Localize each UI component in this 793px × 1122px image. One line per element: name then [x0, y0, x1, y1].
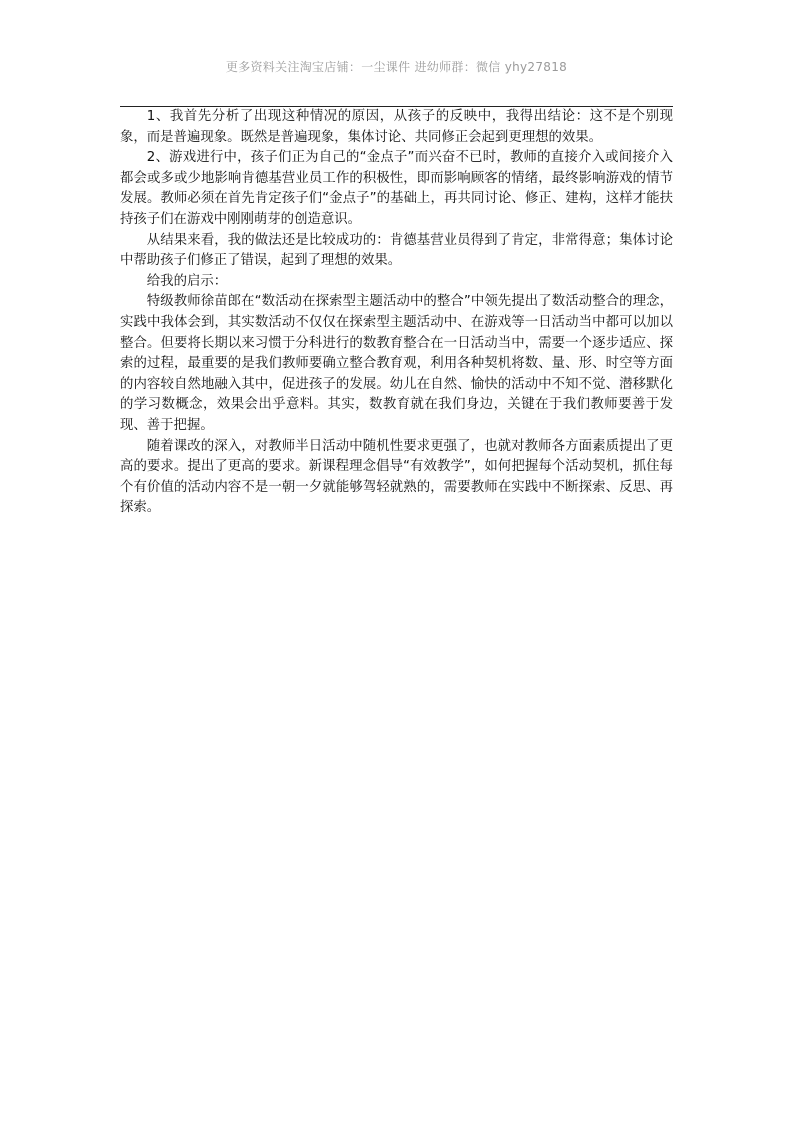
paragraph-3: 从结果来看，我的做法还是比较成功的：肯德基营业员得到了肯定，非常得意；集体讨论中帮助孩子们修正了错误，起到了理想的效果。	[120, 232, 673, 269]
paragraph-5: 特级教师徐苗郎在“数活动在探索型主题活动中的整合”中领先提出了数活动整合的理念，实践中我体会到，其实数活动不仅仅在探索型主题活动中、在游戏等一日活动当中都可以加以整合。但要将长期以来习惯于分科进行的数教育整合在一日活动当中，需要一个逐步适应、探索的过程，最重要的是我们教师要确立整合教育观，利用各种契机将数、量、形、时空等方面的内容较自然地融入其中，促进孩子的发展。幼儿在自然、愉快的活动中不知不觉、潜移默化的学习数概念，效果会出乎意料。其实，数教育就在我们身边，关键在于我们教师要善于发现、善于把握。	[120, 294, 673, 433]
paragraph-4: 给我的启示：	[146, 273, 228, 289]
document-body	[120, 107, 673, 519]
paragraph-2: 2、游戏进行中，孩子们正为自己的“金点子”而兴奋不已时，教师的直接介入或间接介入都会或多或少地影响肯德基营业员工作的积极性，即而影响顾客的情绪，最终影响游戏的情节发展。教师必须在首先肯定孩子们“金点子”的基础上，再共同讨论、修正、建构，这样才能扶持孩子们在游戏中刚刚萌芽的创造意识。	[120, 150, 673, 227]
paragraph-1: 1、我首先分析了出现这种情况的原因，从孩子的反映中，我得出结论：这不是个别现象，而是普遍现象。既然是普遍现象，集体讨论、共同修正会起到更理想的效果。	[120, 109, 673, 145]
paragraph-6: 随着课改的深入，对教师半日活动中随机性要求更强了，也就对教师各方面素质提出了更高的要求。提出了更高的要求。新课程理念倡导“有效教学”，如何把握每个活动契机，抓住每个有价值的活动内容不是一朝一夕就能够驾轻就熟的，需要教师在实践中不断探索、反思、再探索。	[120, 438, 673, 516]
page-header-note: 更多资料关注淘宝店铺：一尘课件 进幼师群：微信 yhy27818	[225, 60, 568, 74]
